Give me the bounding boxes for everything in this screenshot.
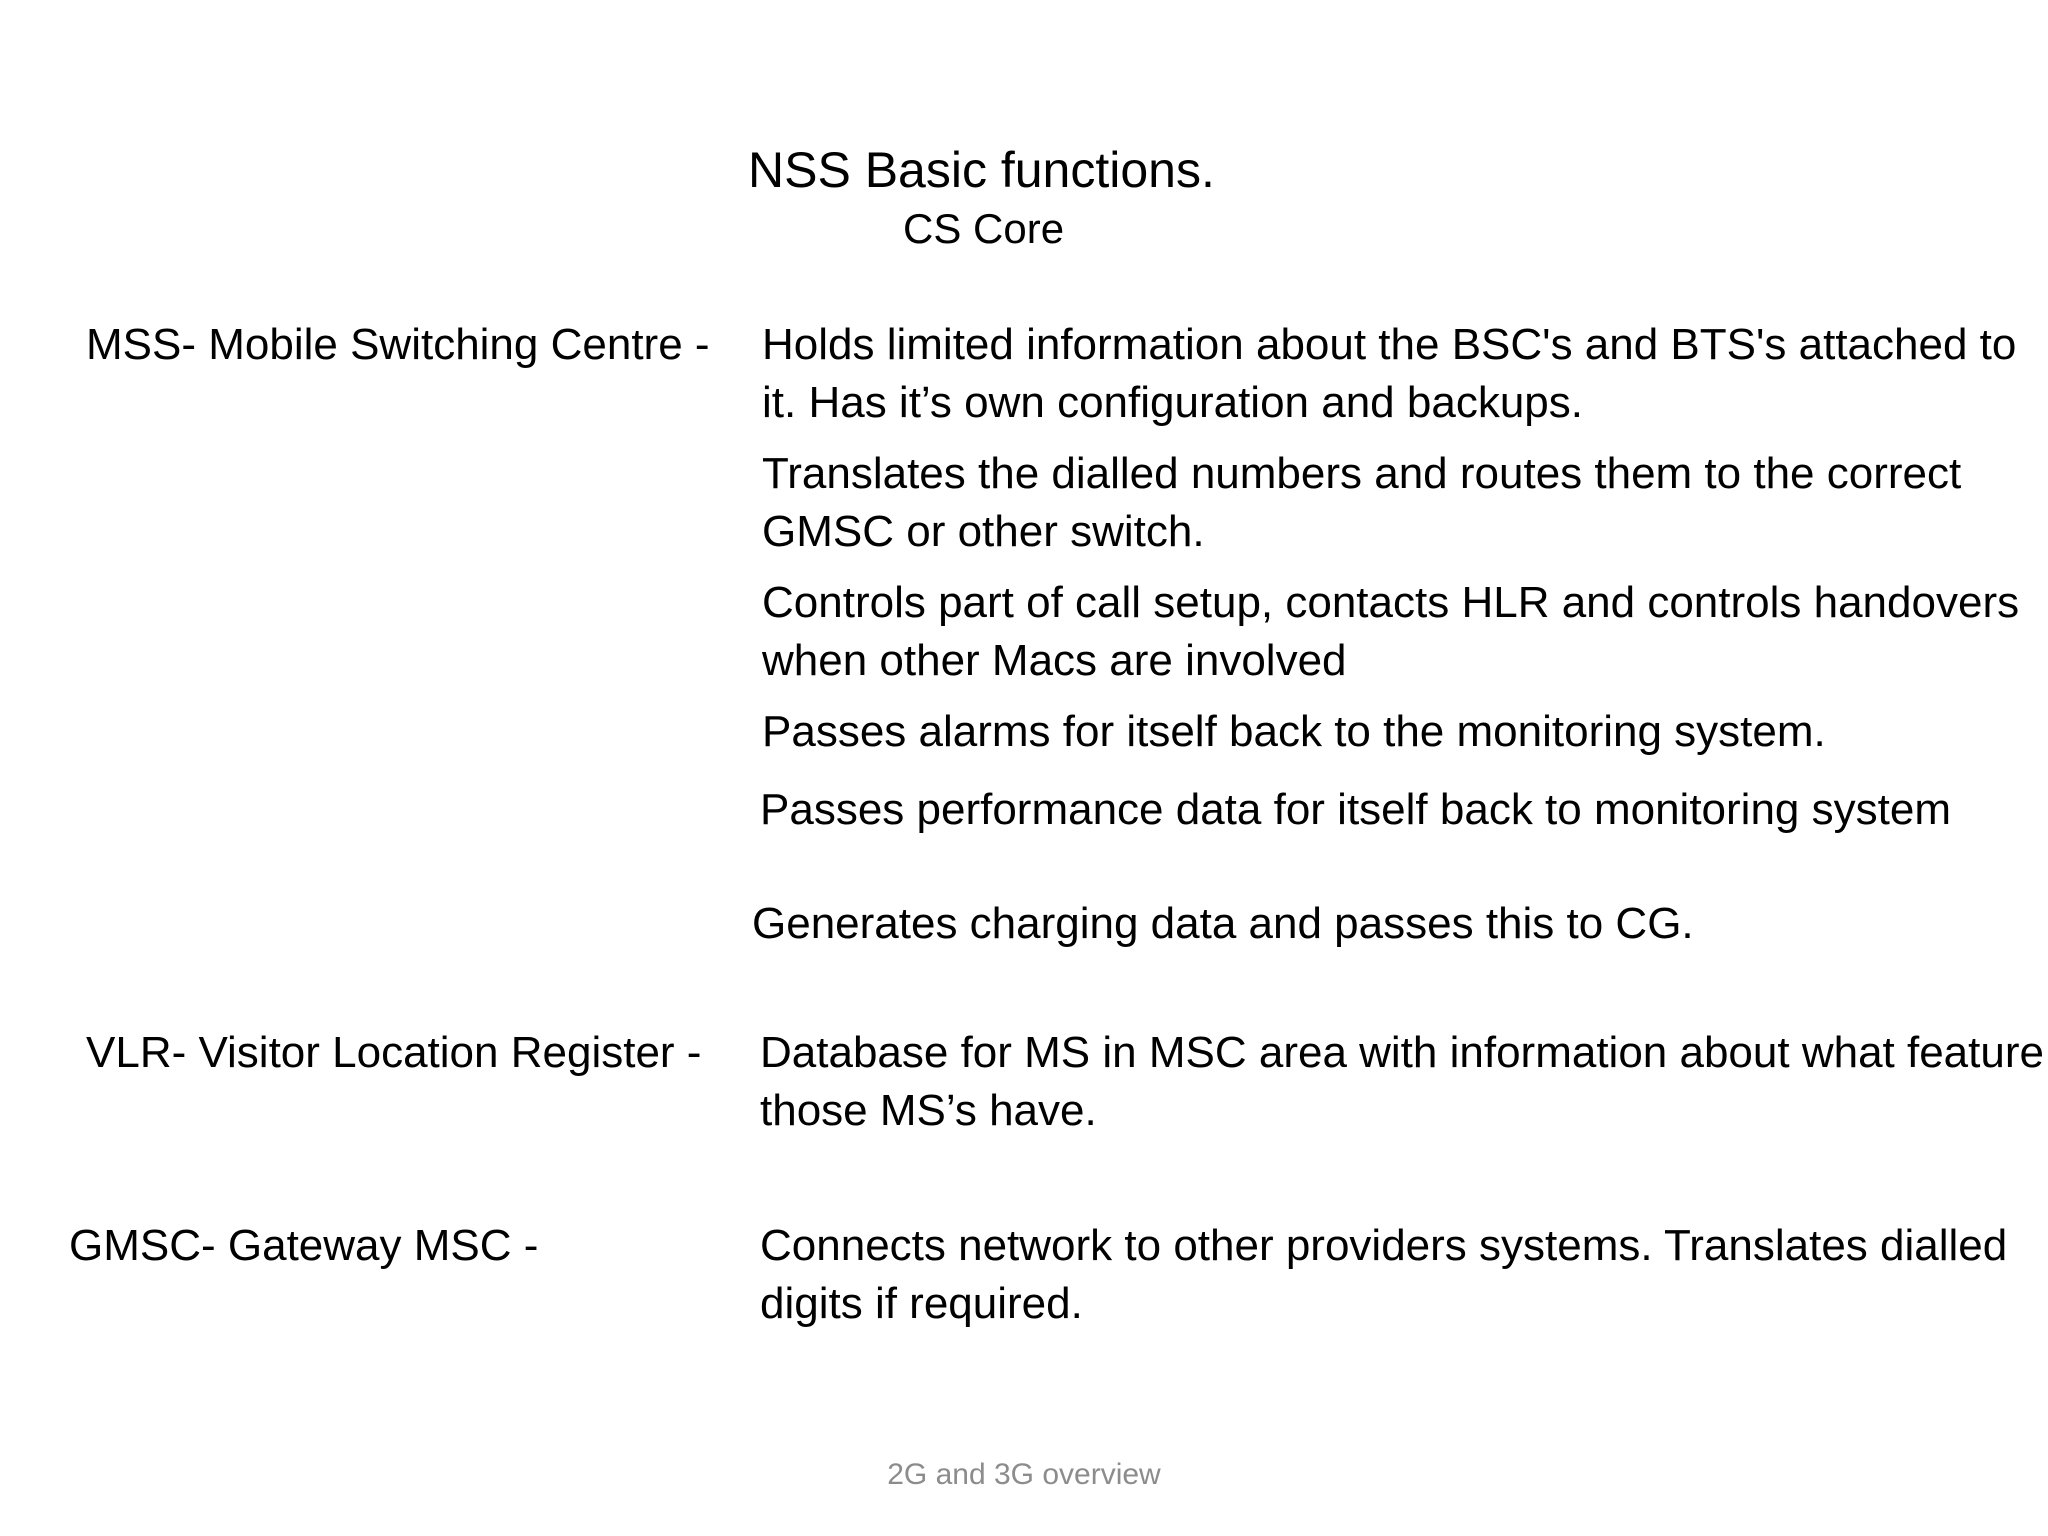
term-gmsc: GMSC- Gateway MSC - — [69, 1221, 539, 1270]
term-vlr: VLR- Visitor Location Register - — [86, 1028, 702, 1077]
description-mss-alarms: Passes alarms for itself back to the monitoring system. — [762, 707, 1826, 756]
description-vlr: Database for MS in MSC area with information about what feature those MS’s have. — [760, 1028, 2044, 1135]
description-mss-config: Holds limited information about the BSC's and BTS's attached to it. Has it’s own configuration and backups. — [762, 320, 2017, 427]
description-mss-performance: Passes performance data for itself back to monitoring system — [760, 785, 1951, 834]
description-mss-routing: Translates the dialled numbers and routes them to the correct GMSC or other switch. — [762, 449, 1962, 556]
description-mss-charging: Generates charging data and passes this to CG. — [752, 899, 1694, 948]
term-mss: MSS- Mobile Switching Centre - — [86, 320, 710, 369]
description-mss-call-setup: Controls part of call setup, contacts HLR and controls handovers when other Macs are involved — [762, 578, 2020, 685]
slide-footer: 2G and 3G overview — [887, 1458, 1161, 1491]
description-gmsc: Connects network to other providers systems. Translates dialled digits if required. — [760, 1221, 2008, 1328]
slide-subtitle: CS Core — [903, 205, 1065, 252]
slide-title: NSS Basic functions. — [748, 142, 1215, 198]
